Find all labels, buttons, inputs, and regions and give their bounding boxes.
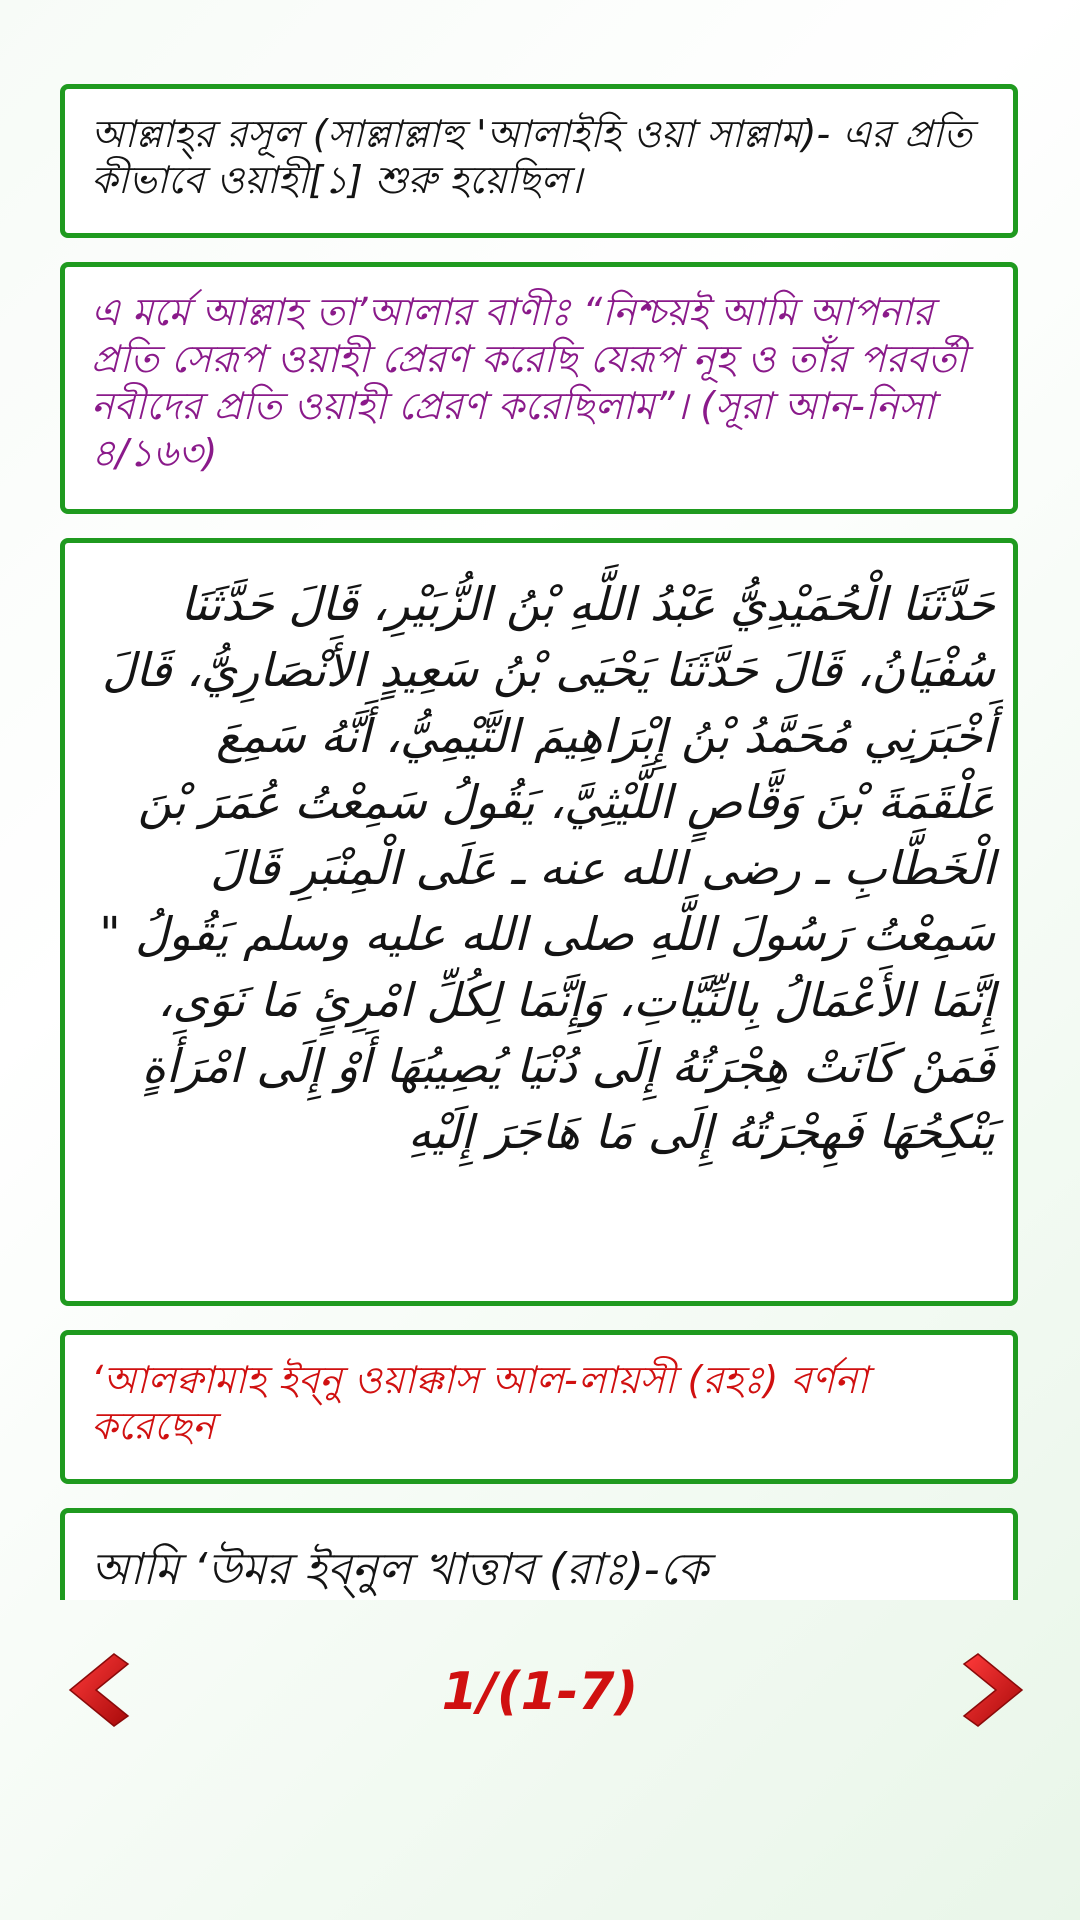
- arabic-text-card: [60, 538, 1018, 1306]
- chevron-right-icon: [956, 1650, 1026, 1730]
- next-page-button[interactable]: [956, 1650, 1026, 1730]
- verse-text: এ মর্মে আল্লাহ তা’আলার বাণীঃ “নিশ্চয়ই আমি আপনার প্রতি সেরূপ ওয়াহী প্রেরণ করেছি যেরূপ নূহ ও তাঁর পরবর্তী নবীদের প্রতি ওয়াহী প্রেরণ করেছিলাম”। (সূরা আন-নিসা ৪/১৬৩): [91, 290, 968, 475]
- chapter-title-text: আল্লাহ্‌র রসূল (সাল্লাল্লাহু 'আলাইহি ওয়া সাল্লাম)- এর প্রতি কীভাবে ওয়াহী[১] শুরু হয়েছিল।: [91, 112, 972, 202]
- page-counter: 1/(1-7): [441, 1662, 639, 1722]
- translation-card: [60, 1508, 1018, 1600]
- arabic-text: حَدَّثَنَا الْحُمَيْدِيُّ عَبْدُ اللَّهِ بْنُ الزُّبَيْرِ، قَالَ حَدَّثَنَا سُفْيَانُ، قَالَ حَدَّثَنَا يَحْيَى بْنُ سَعِيدٍ الأَنْصَارِيُّ، قَالَ أَخْبَرَنِي مُحَمَّدُ بْنُ إِبْرَاهِيمَ التَّيْمِيُّ، أَنَّهُ سَمِعَ عَلْقَمَةَ بْنَ وَقَّاصٍ اللَّيْثِيَّ، يَقُولُ سَمِعْتُ عُمَرَ بْنَ الْخَطَّابِ ـ رضى الله عنه ـ عَلَى الْمِنْبَرِ قَالَ سَمِعْتُ رَسُولَ اللَّهِ صلى الله عليه وسلم يَقُولُ " إِنَّمَا الأَعْمَالُ بِالنِّيَّاتِ، وَإِنَّمَا لِكُلِّ امْرِئٍ مَا نَوَى، فَمَنْ كَانَتْ هِجْرَتُهُ إِلَى دُنْيَا يُصِيبُهَا أَوْ إِلَى امْرَأَةٍ يَنْكِحُهَا فَهِجْرَتُهُ إِلَى مَا هَاجَرَ إِلَيْهِ: [99, 577, 995, 1159]
- narrator-text: ‘আলক্বামাহ ইব্‌নু ওয়াক্কাস আল-লায়সী (রহঃ) বর্ণনা করেছেন: [91, 1358, 869, 1448]
- narrator-card: [60, 1330, 1018, 1484]
- page-navigation-bar: [0, 1600, 1080, 1780]
- verse-card: [60, 262, 1018, 514]
- translation-text: আমি ‘উমর ইব্‌নুল খাত্তাব (রাঃ)-কে: [91, 1544, 709, 1595]
- chevron-left-icon: [66, 1650, 136, 1730]
- previous-page-button[interactable]: [66, 1650, 136, 1730]
- chapter-title-card: [60, 84, 1018, 238]
